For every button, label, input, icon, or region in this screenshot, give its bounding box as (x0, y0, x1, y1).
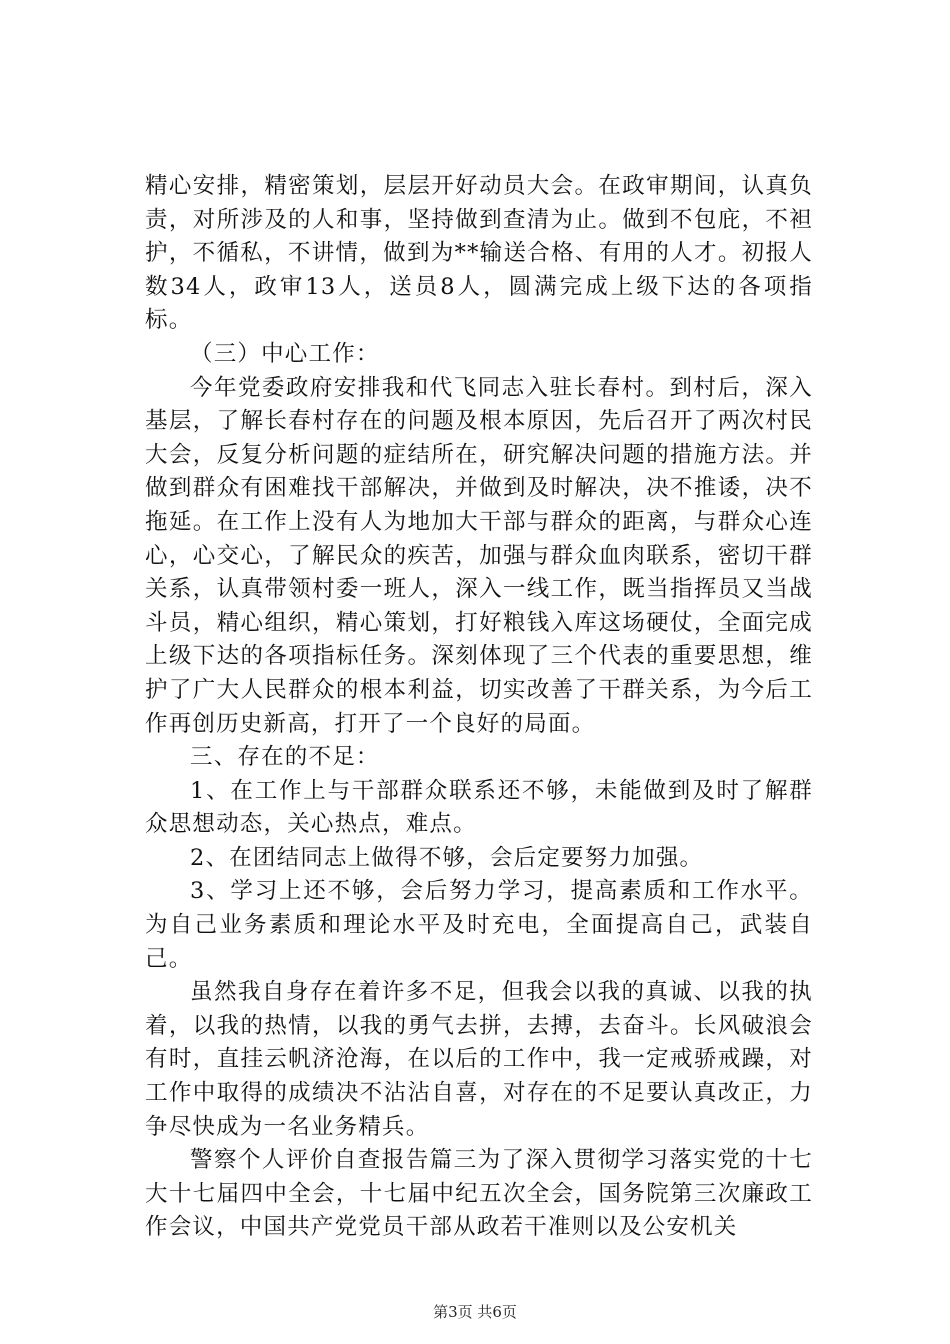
shortcoming-item-3: 3、学习上还不够，会后努力学习，提高素质和工作水平。为自己业务素质和理论水平及时充电，全面提高自己，武装自己。 (145, 878, 813, 972)
shortcoming-item-1: 1、在工作上与干部群众联系还不够，未能做到及时了解群众思想动态，关心热点，难点。 (145, 777, 813, 838)
paragraph-political-review: 精心安排，精密策划，层层开好动员大会。在政审期间，认真负责，对所涉及的人和事，坚持做到查清为止。做到不包庇，不袒护，不循私，不讲情，做到为**输送合格、有用的人才。初报人数34人，政审13人，送员8人，圆满完成上级下达的各项指标。 (145, 173, 813, 334)
page-number-footer: 第3页 共6页 (433, 1303, 517, 1321)
paragraph-village-work: 今年党委政府安排我和代飞同志入驻长春村。到村后，深入基层，了解长春村存在的问题及根本原因，先后召开了两次村民大会，反复分析问题的症结所在，研究解决问题的措施方法。并做到群众有困难找干部解决，并做到及时解决，决不推诿，决不拖延。在工作上没有人为地加大干部与群众的距离，与群众心连心，心交心，了解民众的疾苦，加强与群众血肉联系，密切干群关系，认真带领村委一班人，深入一线工作，既当指挥员又当战斗员，精心组织，精心策划，打好粮钱入库这场硬仗，全面完成上级下达的各项指标任务。深刻体现了三个代表的重要思想，维护了广大人民群众的根本利益，切实改善了干群关系，为今后工作再创历史新高，打开了一个良好的局面。 (145, 374, 813, 737)
shortcoming-item-2: 2、在团结同志上做得不够，会后定要努力加强。 (190, 844, 704, 871)
section-heading-shortcomings: 三、存在的不足： (190, 744, 380, 771)
document-body (145, 170, 813, 1245)
paragraph-resolution: 虽然我自身存在着许多不足，但我会以我的真诚、以我的执着，以我的热情，以我的勇气去拼，去搏，去奋斗。长风破浪会有时，直挂云帆济沧海，在以后的工作中，我一定戒骄戒躁，对工作中取得的成绩决不沾沾自喜，对存在的不足要认真改正，力争尽快成为一名业务精兵。 (145, 979, 813, 1140)
paragraph-report-three: 警察个人评价自查报告篇三为了深入贯彻学习落实党的十七大十七届四中全会，十七届中纪五次全会，国务院第三次廉政工作会议，中国共产党党员干部从政若干准则以及公安机关 (145, 1147, 813, 1241)
section-heading-central-work: （三）中心工作： (190, 340, 380, 367)
